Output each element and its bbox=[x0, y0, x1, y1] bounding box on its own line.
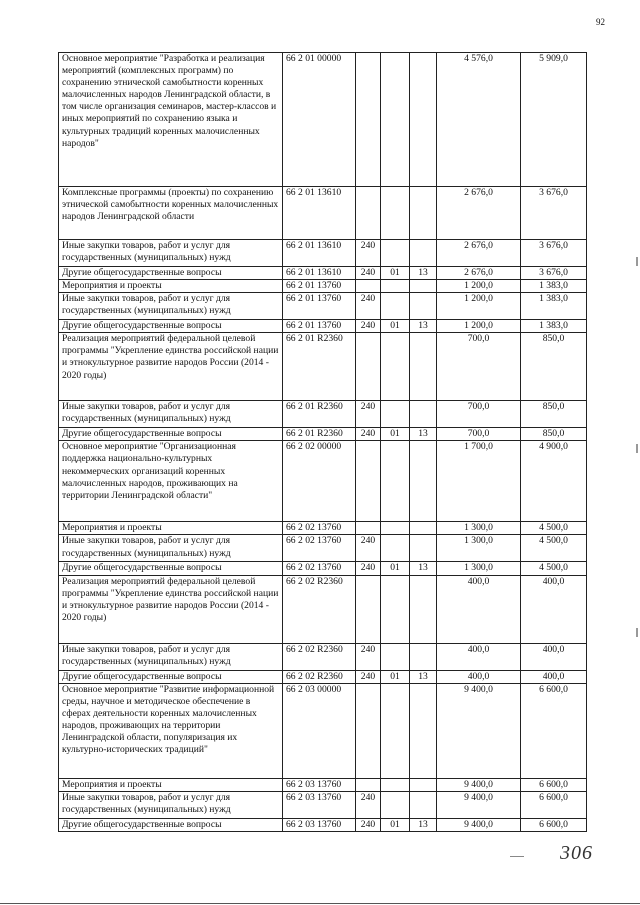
sum-year-1: 1 300,0 bbox=[437, 522, 521, 535]
subsection bbox=[410, 683, 437, 778]
row-name: Другие общегосударственные вопросы bbox=[59, 818, 283, 831]
table-row bbox=[59, 320, 587, 333]
subsection: 13 bbox=[410, 562, 437, 575]
sum-year-1: 400,0 bbox=[437, 575, 521, 643]
sum-year-2: 3 676,0 bbox=[521, 240, 587, 267]
row-name: Другие общегосударственные вопросы bbox=[59, 267, 283, 280]
expense-type bbox=[356, 683, 381, 778]
row-name: Основное мероприятие "Организационная поддержка национально-культурных некоммерческих организаций коренных малочисленных народов, проживающих на территории Ленинградской области" bbox=[59, 441, 283, 522]
sum-year-1: 1 200,0 bbox=[437, 320, 521, 333]
sum-year-2: 6 600,0 bbox=[521, 791, 587, 818]
row-name: Иные закупки товаров, работ и услуг для государственных (муниципальных) нужд bbox=[59, 791, 283, 818]
sum-year-2: 4 900,0 bbox=[521, 441, 587, 522]
subsection: 13 bbox=[410, 320, 437, 333]
sum-year-1: 9 400,0 bbox=[437, 791, 521, 818]
row-name: Основное мероприятие "Разработка и реализация мероприятий (комплексных программ) по сохранению этнической самобытности коренных малочисленных народов Ленинградской области, в том числе организация семинаров, мастер-классов и иных мероприятий по сохранению языка и культурных традиций коренных малочисленных народов" bbox=[59, 53, 283, 187]
table-row bbox=[59, 778, 587, 791]
sum-year-2: 1 383,0 bbox=[521, 320, 587, 333]
expense-type: 240 bbox=[356, 670, 381, 683]
subsection bbox=[410, 280, 437, 293]
expense-type: 240 bbox=[356, 643, 381, 670]
subsection: 13 bbox=[410, 670, 437, 683]
expense-type bbox=[356, 187, 381, 240]
expense-type: 240 bbox=[356, 320, 381, 333]
expense-type: 240 bbox=[356, 240, 381, 267]
sum-year-2: 850,0 bbox=[521, 401, 587, 428]
section bbox=[381, 293, 410, 320]
sum-year-1: 700,0 bbox=[437, 428, 521, 441]
subsection bbox=[410, 293, 437, 320]
expense-type bbox=[356, 53, 381, 187]
table-row bbox=[59, 240, 587, 267]
target-code: 66 2 02 13760 bbox=[283, 522, 356, 535]
pen-dash-mark bbox=[510, 856, 524, 857]
target-code: 66 2 01 00000 bbox=[283, 53, 356, 187]
sum-year-1: 2 676,0 bbox=[437, 240, 521, 267]
sum-year-2: 400,0 bbox=[521, 670, 587, 683]
sum-year-1: 1 200,0 bbox=[437, 293, 521, 320]
sum-year-2: 5 909,0 bbox=[521, 53, 587, 187]
row-name: Другие общегосударственные вопросы bbox=[59, 428, 283, 441]
expense-type: 240 bbox=[356, 401, 381, 428]
sum-year-1: 9 400,0 bbox=[437, 818, 521, 831]
page-number: 92 bbox=[596, 17, 605, 27]
target-code: 66 2 03 13760 bbox=[283, 791, 356, 818]
target-code: 66 2 02 13760 bbox=[283, 562, 356, 575]
row-name: Иные закупки товаров, работ и услуг для государственных (муниципальных) нужд bbox=[59, 293, 283, 320]
sum-year-1: 4 576,0 bbox=[437, 53, 521, 187]
subsection bbox=[410, 441, 437, 522]
sum-year-2: 1 383,0 bbox=[521, 280, 587, 293]
expense-type: 240 bbox=[356, 562, 381, 575]
expense-type bbox=[356, 778, 381, 791]
target-code: 66 2 01 13610 bbox=[283, 187, 356, 240]
expense-type bbox=[356, 280, 381, 293]
target-code: 66 2 01 13760 bbox=[283, 280, 356, 293]
table-row bbox=[59, 683, 587, 778]
expense-type: 240 bbox=[356, 818, 381, 831]
handwritten-page-number: 306 bbox=[560, 842, 593, 864]
section bbox=[381, 643, 410, 670]
row-name: Основное мероприятие "Развитие информационной среды, научное и методическое обеспечение в сферах деятельности коренных малочисленных народов, проживающих на территории Ленинградской области, популяризация их культурно-исторических традиций" bbox=[59, 683, 283, 778]
sum-year-2: 6 600,0 bbox=[521, 778, 587, 791]
expense-type: 240 bbox=[356, 267, 381, 280]
target-code: 66 2 02 R2360 bbox=[283, 643, 356, 670]
sum-year-1: 9 400,0 bbox=[437, 683, 521, 778]
row-name: Реализация мероприятий федеральной целевой программы "Укрепление единства российской нации и этнокультурное развитие народов России (2014 - 2020 годы) bbox=[59, 575, 283, 643]
row-name: Реализация мероприятий федеральной целевой программы "Укрепление единства российской нации и этнокультурное развитие народов России (2014 - 2020 годы) bbox=[59, 333, 283, 401]
table-row bbox=[59, 428, 587, 441]
row-name: Иные закупки товаров, работ и услуг для государственных (муниципальных) нужд bbox=[59, 401, 283, 428]
section bbox=[381, 535, 410, 562]
target-code: 66 2 01 13610 bbox=[283, 267, 356, 280]
row-name: Другие общегосударственные вопросы bbox=[59, 670, 283, 683]
target-code: 66 2 01 R2360 bbox=[283, 333, 356, 401]
subsection bbox=[410, 522, 437, 535]
target-code: 66 2 03 00000 bbox=[283, 683, 356, 778]
subsection: 13 bbox=[410, 818, 437, 831]
sum-year-2: 3 676,0 bbox=[521, 267, 587, 280]
row-name: Мероприятия и проекты bbox=[59, 280, 283, 293]
target-code: 66 2 01 R2360 bbox=[283, 401, 356, 428]
section bbox=[381, 401, 410, 428]
table-row bbox=[59, 643, 587, 670]
sum-year-2: 850,0 bbox=[521, 428, 587, 441]
target-code: 66 2 01 13610 bbox=[283, 240, 356, 267]
expense-type bbox=[356, 522, 381, 535]
section bbox=[381, 187, 410, 240]
subsection bbox=[410, 575, 437, 643]
table-row bbox=[59, 53, 587, 187]
section bbox=[381, 791, 410, 818]
section: 01 bbox=[381, 267, 410, 280]
sum-year-2: 6 600,0 bbox=[521, 683, 587, 778]
section bbox=[381, 53, 410, 187]
subsection: 13 bbox=[410, 428, 437, 441]
expense-type bbox=[356, 575, 381, 643]
subsection bbox=[410, 187, 437, 240]
sum-year-2: 850,0 bbox=[521, 333, 587, 401]
table-row bbox=[59, 267, 587, 280]
section bbox=[381, 333, 410, 401]
sum-year-1: 9 400,0 bbox=[437, 778, 521, 791]
table-row bbox=[59, 187, 587, 240]
row-name: Мероприятия и проекты bbox=[59, 522, 283, 535]
scan-edge-mark bbox=[636, 257, 638, 266]
section bbox=[381, 240, 410, 267]
sum-year-2: 400,0 bbox=[521, 575, 587, 643]
row-name: Иные закупки товаров, работ и услуг для государственных (муниципальных) нужд bbox=[59, 535, 283, 562]
sum-year-1: 700,0 bbox=[437, 401, 521, 428]
sum-year-2: 1 383,0 bbox=[521, 293, 587, 320]
scan-bottom-edge bbox=[0, 903, 640, 904]
sum-year-2: 3 676,0 bbox=[521, 187, 587, 240]
section bbox=[381, 522, 410, 535]
section: 01 bbox=[381, 320, 410, 333]
subsection bbox=[410, 240, 437, 267]
table-row bbox=[59, 522, 587, 535]
sum-year-1: 2 676,0 bbox=[437, 267, 521, 280]
target-code: 66 2 02 00000 bbox=[283, 441, 356, 522]
section: 01 bbox=[381, 428, 410, 441]
section: 01 bbox=[381, 818, 410, 831]
subsection bbox=[410, 401, 437, 428]
row-name: Другие общегосударственные вопросы bbox=[59, 320, 283, 333]
budget-table bbox=[58, 52, 587, 832]
subsection bbox=[410, 535, 437, 562]
sum-year-1: 1 300,0 bbox=[437, 535, 521, 562]
expense-type: 240 bbox=[356, 535, 381, 562]
subsection bbox=[410, 778, 437, 791]
sum-year-2: 6 600,0 bbox=[521, 818, 587, 831]
target-code: 66 2 01 13760 bbox=[283, 293, 356, 320]
sum-year-1: 400,0 bbox=[437, 670, 521, 683]
subsection bbox=[410, 791, 437, 818]
expense-type bbox=[356, 333, 381, 401]
table-row bbox=[59, 818, 587, 831]
target-code: 66 2 02 13760 bbox=[283, 535, 356, 562]
row-name: Комплексные программы (проекты) по сохранению этнической самобытности коренных малочисленных народов Ленинградской области bbox=[59, 187, 283, 240]
row-name: Иные закупки товаров, работ и услуг для государственных (муниципальных) нужд bbox=[59, 240, 283, 267]
target-code: 66 2 01 R2360 bbox=[283, 428, 356, 441]
table-row bbox=[59, 575, 587, 643]
table-row bbox=[59, 562, 587, 575]
sum-year-1: 700,0 bbox=[437, 333, 521, 401]
expense-type bbox=[356, 441, 381, 522]
target-code: 66 2 03 13760 bbox=[283, 818, 356, 831]
target-code: 66 2 02 R2360 bbox=[283, 575, 356, 643]
subsection bbox=[410, 643, 437, 670]
table-row bbox=[59, 280, 587, 293]
sum-year-2: 400,0 bbox=[521, 643, 587, 670]
table-row bbox=[59, 535, 587, 562]
target-code: 66 2 01 13760 bbox=[283, 320, 356, 333]
row-name: Другие общегосударственные вопросы bbox=[59, 562, 283, 575]
sum-year-1: 1 300,0 bbox=[437, 562, 521, 575]
section: 01 bbox=[381, 562, 410, 575]
row-name: Иные закупки товаров, работ и услуг для государственных (муниципальных) нужд bbox=[59, 643, 283, 670]
section bbox=[381, 441, 410, 522]
table-row bbox=[59, 333, 587, 401]
sum-year-2: 4 500,0 bbox=[521, 535, 587, 562]
row-name: Мероприятия и проекты bbox=[59, 778, 283, 791]
scan-edge-mark bbox=[636, 628, 638, 637]
expense-type: 240 bbox=[356, 293, 381, 320]
sum-year-2: 4 500,0 bbox=[521, 562, 587, 575]
table-row bbox=[59, 441, 587, 522]
section: 01 bbox=[381, 670, 410, 683]
subsection bbox=[410, 333, 437, 401]
subsection bbox=[410, 53, 437, 187]
sum-year-1: 400,0 bbox=[437, 643, 521, 670]
section bbox=[381, 683, 410, 778]
table-row bbox=[59, 293, 587, 320]
sum-year-2: 4 500,0 bbox=[521, 522, 587, 535]
scan-edge-mark bbox=[636, 444, 638, 453]
table-row bbox=[59, 401, 587, 428]
section bbox=[381, 575, 410, 643]
subsection: 13 bbox=[410, 267, 437, 280]
section bbox=[381, 778, 410, 791]
table-row bbox=[59, 791, 587, 818]
target-code: 66 2 03 13760 bbox=[283, 778, 356, 791]
expense-type: 240 bbox=[356, 791, 381, 818]
sum-year-1: 2 676,0 bbox=[437, 187, 521, 240]
sum-year-1: 1 200,0 bbox=[437, 280, 521, 293]
target-code: 66 2 02 R2360 bbox=[283, 670, 356, 683]
section bbox=[381, 280, 410, 293]
expense-type: 240 bbox=[356, 428, 381, 441]
table-row bbox=[59, 670, 587, 683]
sum-year-1: 1 700,0 bbox=[437, 441, 521, 522]
